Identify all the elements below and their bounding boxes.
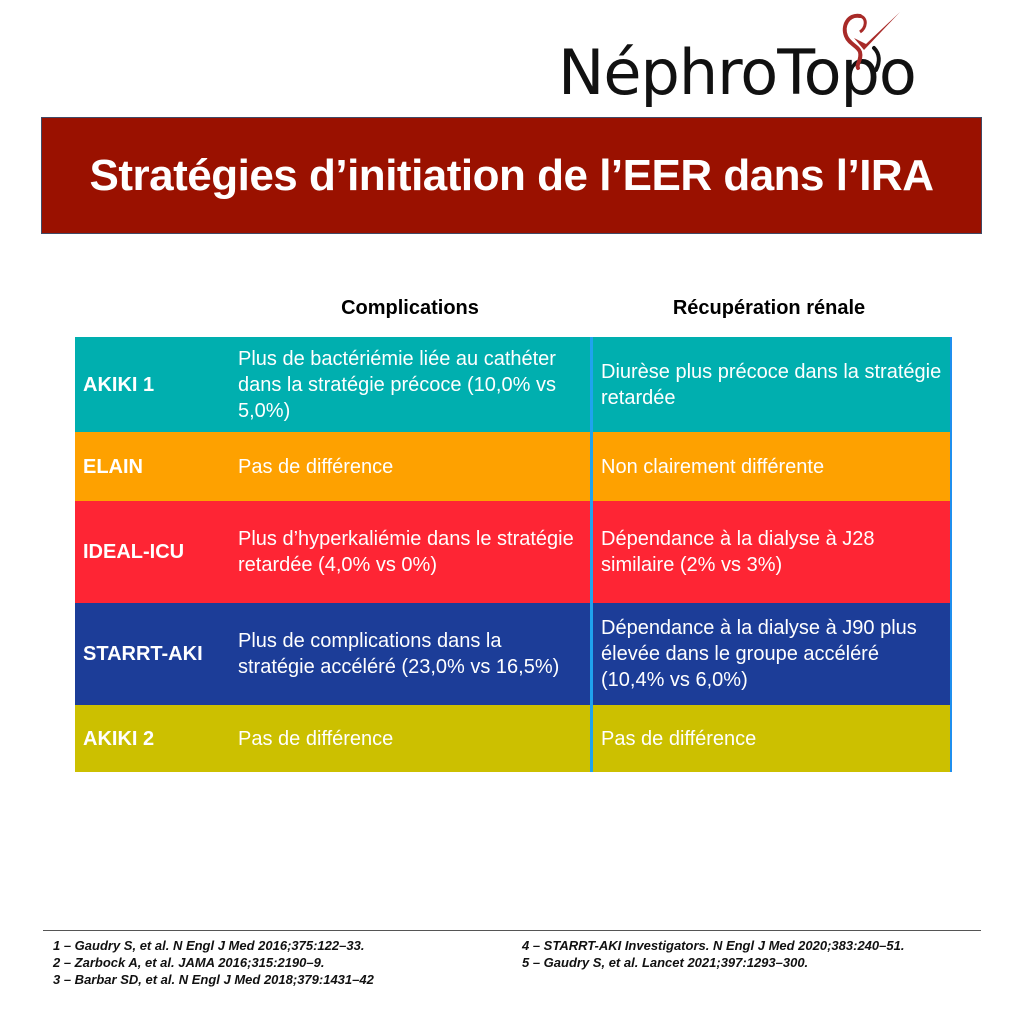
study-name: ELAIN xyxy=(83,455,143,478)
references-right xyxy=(522,937,904,971)
recuperation-cell: Dépendance à la dialyse à J90 plus élevée dans le groupe accéléré (10,4% vs 6,0%) xyxy=(590,603,950,705)
study-name: AKIKI 1 xyxy=(83,373,155,396)
complications-cell: Plus de complications dans la stratégie accéléré (23,0% vs 16,5%) xyxy=(238,630,560,678)
reference-item: 4 – STARRT-AKI Investigators. N Engl J Med 2020;383:240–51. xyxy=(522,938,905,953)
study-name: STARRT-AKI xyxy=(83,643,203,665)
table-row xyxy=(75,432,950,501)
recuperation-cell: Dépendance à la dialyse à J28 similaire (2% vs 3%) xyxy=(590,501,950,603)
recuperation-cell: Diurèse plus précoce dans la stratégie retardée xyxy=(590,337,950,432)
table-row xyxy=(75,705,950,772)
table-row xyxy=(75,337,950,432)
recuperation-cell: Non clairement différente xyxy=(590,432,950,501)
complications-cell: Plus d’hyperkaliémie dans le stratégie retardée (4,0% vs 0%) xyxy=(238,528,574,576)
reference-item: 2 – Zarbock A, et al. JAMA 2016;315:2190–9. xyxy=(53,955,325,970)
comparison-table xyxy=(75,337,950,772)
kidney-checkmark-icon xyxy=(838,4,908,74)
column-header-recuperation: Récupération rénale xyxy=(672,297,866,319)
brand-logo xyxy=(555,0,925,112)
page-title: Stratégies d’initiation de l’EER dans l’IRA xyxy=(89,150,934,200)
complications-cell: Pas de différence xyxy=(238,727,394,750)
table-row xyxy=(75,603,950,705)
column-header-complications: Complications xyxy=(341,297,479,319)
table-row xyxy=(75,501,950,603)
title-banner xyxy=(41,117,982,234)
recuperation-cell: Pas de différence xyxy=(590,705,950,772)
footer-divider xyxy=(43,930,981,931)
references-left xyxy=(53,937,374,988)
reference-item: 3 – Barbar SD, et al. N Engl J Med 2018;379:1431–42 xyxy=(53,972,374,987)
reference-item: 5 – Gaudry S, et al. Lancet 2021;397:1293–300. xyxy=(522,955,809,970)
study-name: AKIKI 2 xyxy=(83,727,155,750)
complications-cell: Pas de différence xyxy=(238,455,394,478)
reference-item: 1 – Gaudry S, et al. N Engl J Med 2016;375:122–33. xyxy=(53,938,365,953)
study-name: IDEAL-ICU xyxy=(83,541,185,563)
complications-cell: Plus de bactériémie liée au cathéter dans la stratégie précoce (10,0% vs 5,0%) xyxy=(238,347,556,422)
brand-name: NéphroTopo xyxy=(558,36,916,109)
